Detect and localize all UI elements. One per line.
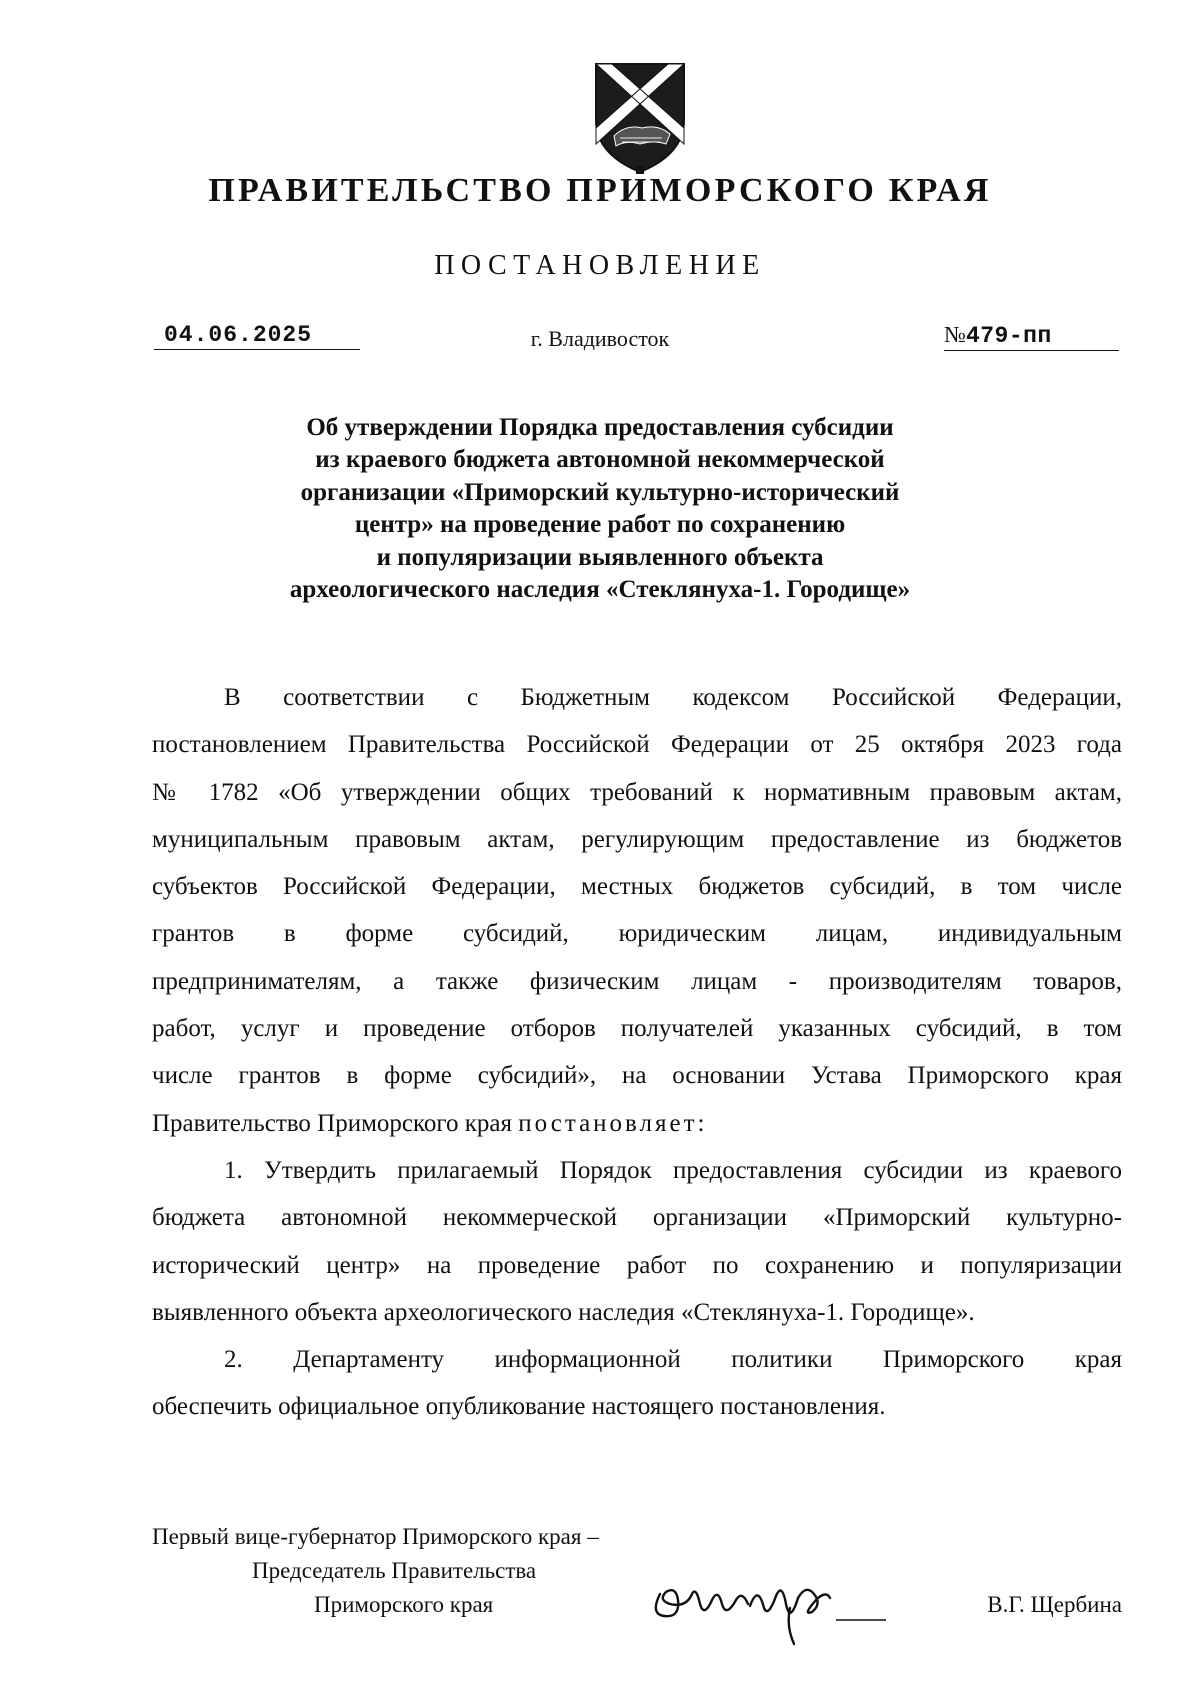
item1-line: бюджета автономной некоммерческой организации «Приморский культурно- [152, 1204, 1122, 1232]
subject-line: археологического наследия «Стеклянуха-1. Городище» [289, 576, 911, 604]
preamble-line: работ, услуг и проведение отборов получателей указанных субсидий, в том [152, 1015, 1122, 1043]
preamble-line: числе грантов в форме субсидий», на основании Устава Приморского края [152, 1062, 1122, 1090]
document-city: г. Владивосток [530, 326, 670, 351]
subject-line: организации «Приморский культурно-исторический [300, 478, 900, 506]
item1-line: 1. Утвердить прилагаемый Порядок предоставления субсидии из краевого [224, 1156, 1122, 1184]
resolve-verb: постановляет: [518, 1109, 708, 1137]
coat-of-arms-icon [592, 58, 688, 176]
subject-line: центр» на проведение работ по сохранению [354, 511, 846, 539]
preamble-line: В соответствии с Бюджетным кодексом Российской Федерации, [224, 684, 1122, 711]
number-prefix: № [944, 322, 966, 347]
subject-line: из краевого бюджета автономной некоммерческой [315, 446, 885, 474]
signer-position: Первый вице-губернатор Приморского края – [152, 1524, 599, 1549]
preamble-line: субъектов Российской Федерации, местных бюджетов субсидий, в том числе [152, 873, 1122, 901]
resolve-line [152, 1100, 1122, 1147]
item1-line: исторический центр» на проведение работ по сохранению и популяризации [152, 1251, 1122, 1279]
government-title: ПРАВИТЕЛЬСТВО ПРИМОРСКОГО КРАЯ [208, 172, 992, 209]
resolve-subject: Правительство Приморского края [152, 1109, 512, 1137]
handwritten-signature [640, 1564, 900, 1648]
item2-line: 2. Департаменту информационной политики Приморского края [224, 1346, 1122, 1374]
document-subject [0, 412, 1200, 606]
preamble-line: грантов в форме субсидий, юридическим лицам, индивидуальным [152, 920, 1122, 948]
subject-line: Об утверждении Порядка предоставления субсидии [306, 414, 894, 441]
signer-name: В.Г. Щербина [987, 1592, 1122, 1617]
document-type: ПОСТАНОВЛЕНИЕ [434, 250, 766, 281]
item2-line: обеспечить официальное опубликование настоящего постановления. [152, 1393, 886, 1421]
subject-line: и популяризации выявленного объекта [376, 543, 824, 571]
document-date: 04.06.2025 [154, 322, 360, 350]
document-number [944, 322, 1119, 351]
preamble-line: № 1782 «Об утверждении общих требований к нормативным правовым актам, [152, 778, 1122, 806]
item1-line: выявленного объекта археологического наследия «Стеклянуха-1. Городище». [152, 1298, 975, 1326]
preamble-line: постановлением Правительства Российской Федерации от 25 октября 2023 года [152, 731, 1122, 759]
preamble-line: предпринимателям, а также физическим лицам - производителям товаров, [152, 967, 1122, 995]
number-value: 479-пп [965, 323, 1052, 349]
preamble-line: муниципальным правовым актам, регулирующим предоставление из бюджетов [152, 825, 1122, 853]
document-body [152, 674, 1122, 1431]
signer-position: Председатель Правительства [252, 1558, 537, 1583]
signer-position: Приморского края [314, 1592, 494, 1617]
